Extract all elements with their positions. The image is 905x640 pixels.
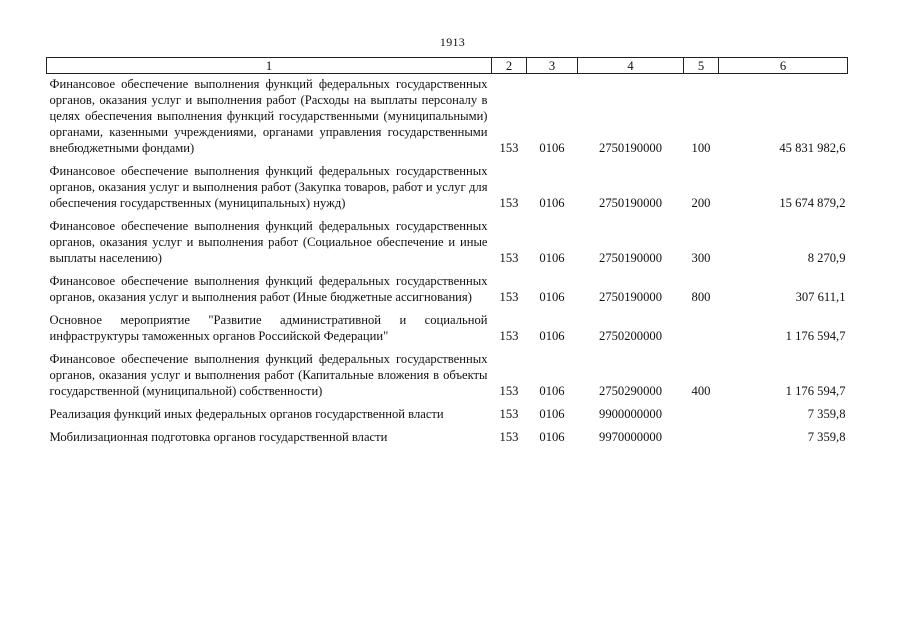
header-row xyxy=(47,58,848,74)
row-vr-code xyxy=(684,422,719,445)
row-description: Финансовое обеспечение выполнения функций федеральных государственных органов, оказания услуг и выполнения работ (Расходы на выплаты персоналу в целях обеспечения выполнения функций государственными (муниципальными) органами, казенными учреждениями, органами управления государственными внебюджетными фондами) xyxy=(49,77,488,155)
row-gr-code: 153 xyxy=(499,141,519,155)
row-gr-code: 153 xyxy=(499,329,519,343)
column-header-6: 6 xyxy=(719,58,848,74)
table-row xyxy=(47,266,848,305)
row-gr-code: 153 xyxy=(499,407,519,421)
row-vr-code: 200 xyxy=(691,196,711,210)
row-csr-code: 2750200000 xyxy=(599,329,662,343)
row-description: Реализация функций иных федеральных органов государственной власти xyxy=(49,407,444,421)
row-vr-code xyxy=(684,305,719,344)
table-row xyxy=(47,211,848,266)
table-body xyxy=(47,74,848,446)
row-rz-code: 0106 xyxy=(539,290,565,304)
table-row xyxy=(47,422,848,445)
row-csr-code: 2750290000 xyxy=(599,384,662,398)
budget-table xyxy=(46,57,848,445)
column-header-5: 5 xyxy=(684,58,719,74)
row-csr-code: 2750190000 xyxy=(599,251,662,265)
table-row xyxy=(47,156,848,211)
row-rz-code: 0106 xyxy=(539,251,565,265)
row-csr-code: 2750190000 xyxy=(599,141,662,155)
row-vr-code: 800 xyxy=(691,290,711,304)
row-gr-code: 153 xyxy=(499,384,519,398)
table-row xyxy=(47,399,848,422)
row-amount: 1 176 594,7 xyxy=(785,384,846,398)
table-row xyxy=(47,305,848,344)
table-row xyxy=(47,74,848,157)
row-amount: 15 674 879,2 xyxy=(779,196,846,210)
row-gr-code: 153 xyxy=(499,196,519,210)
row-description: Основное мероприятие "Развитие административной и социальной инфраструктуры таможенных органов Российской Федерации" xyxy=(49,313,488,343)
row-csr-code: 9900000000 xyxy=(599,407,662,421)
column-header-1: 1 xyxy=(47,58,492,74)
row-vr-code: 300 xyxy=(691,251,711,265)
row-amount: 45 831 982,6 xyxy=(779,141,846,155)
row-description: Финансовое обеспечение выполнения функций федеральных государственных органов, оказания услуг и выполнения работ (Капитальные вложения в объекты государственной (муниципальной) собственности) xyxy=(49,352,488,398)
row-rz-code: 0106 xyxy=(539,196,565,210)
row-rz-code: 0106 xyxy=(539,407,565,421)
table-header xyxy=(47,58,848,74)
row-amount: 1 176 594,7 xyxy=(785,329,846,343)
row-vr-code xyxy=(684,399,719,422)
column-header-3: 3 xyxy=(527,58,578,74)
row-description: Мобилизационная подготовка органов государственной власти xyxy=(49,430,388,444)
row-description: Финансовое обеспечение выполнения функций федеральных государственных органов, оказания услуг и выполнения работ (Закупка товаров, работ и услуг для обеспечения государственных (муниципальных) нужд) xyxy=(49,164,488,210)
row-amount: 7 359,8 xyxy=(807,407,846,421)
row-rz-code: 0106 xyxy=(539,384,565,398)
row-amount: 307 611,1 xyxy=(795,290,846,304)
row-description: Финансовое обеспечение выполнения функций федеральных государственных органов, оказания услуг и выполнения работ (Иные бюджетные ассигнования) xyxy=(49,274,488,304)
row-gr-code: 153 xyxy=(499,251,519,265)
page-number: 1913 xyxy=(439,35,466,49)
row-vr-code: 400 xyxy=(691,384,711,398)
row-gr-code: 153 xyxy=(499,430,519,444)
row-csr-code: 2750190000 xyxy=(599,290,662,304)
row-amount: 8 270,9 xyxy=(807,251,846,265)
row-description: Финансовое обеспечение выполнения функций федеральных государственных органов, оказания услуг и выполнения работ (Социальное обеспечение и иные выплаты населению) xyxy=(49,219,488,265)
row-csr-code: 2750190000 xyxy=(599,196,662,210)
row-rz-code: 0106 xyxy=(539,141,565,155)
row-amount: 7 359,8 xyxy=(807,430,846,444)
row-vr-code: 100 xyxy=(691,141,711,155)
row-rz-code: 0106 xyxy=(539,329,565,343)
row-gr-code: 153 xyxy=(499,290,519,304)
column-header-4: 4 xyxy=(578,58,684,74)
row-rz-code: 0106 xyxy=(539,430,565,444)
row-csr-code: 9970000000 xyxy=(599,430,662,444)
table-row xyxy=(47,344,848,399)
column-header-2: 2 xyxy=(492,58,527,74)
